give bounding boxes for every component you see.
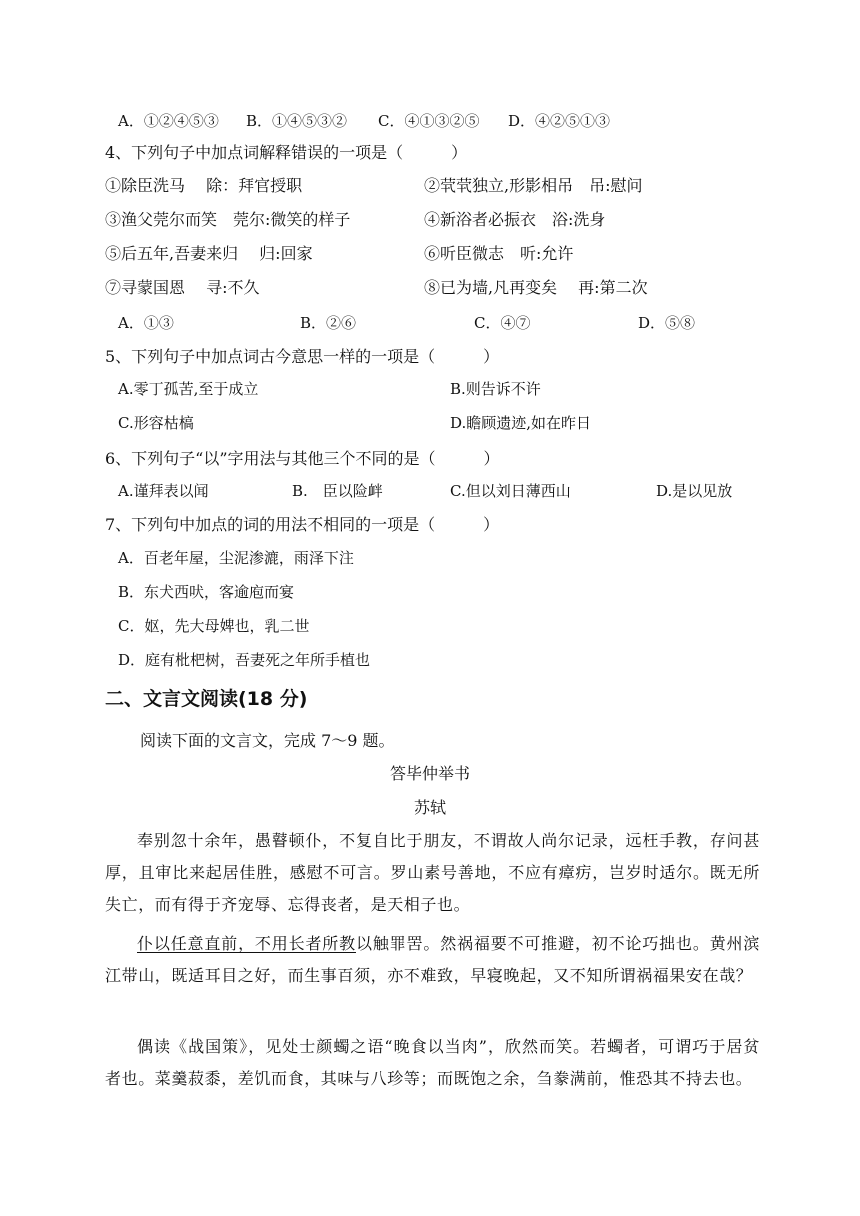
underlined-sentence: 仆以任意直前，不用长者所教: [137, 934, 356, 953]
q5-option-a: A.零丁孤苦,至于成立: [118, 380, 259, 398]
q3-option-c: C．④①③②⑤: [378, 112, 480, 130]
q6-stem: 6、下列句子“以”字用法与其他三个不同的是（ ）: [105, 449, 500, 468]
q4-item-8: ⑧已为墙,凡再变矣 再:第二次: [424, 278, 648, 297]
q4-item-4: ④新浴者必振衣 浴:洗身: [424, 210, 606, 229]
q5-option-b: B.则告诉不许: [450, 380, 541, 398]
q4-item-5: ⑤后五年,吾妻来归 归:回家: [105, 244, 313, 263]
q6-option-a: A.谨拜表以闻: [118, 482, 209, 500]
q7-option-d: D．庭有枇杷树，吾妻死之年所手植也: [118, 651, 371, 669]
paragraph-2-rest: 以触罪罟。然祸福要不可推避，初不论巧拙也。黄州滨江带山，既适耳目之好，而生事百须，亦不难致，早寝晚起，又不知所谓祸福果安在哉？: [105, 934, 760, 985]
passage-paragraph-2: [105, 928, 760, 992]
q7-stem: 7、下列句中加点的词的用法不相同的一项是（ ）: [105, 515, 500, 534]
section-heading: 二、文言文阅读(18 分): [105, 688, 308, 710]
q4-item-3: ③渔父莞尔而笑 莞尔:微笑的样子: [105, 210, 351, 229]
q4-option-c: C．④⑦: [474, 314, 531, 332]
q3-option-b: B．①④⑤③②: [246, 112, 348, 130]
q4-item-1: ①除臣洗马 除：拜官授职: [105, 176, 303, 195]
q4-stem: 4、下列句子中加点词解释错误的一项是（ ）: [105, 143, 468, 162]
q4-item-2: ②茕茕独立,形影相吊 吊:慰问: [424, 176, 643, 195]
q4-option-d: D．⑤⑧: [638, 314, 696, 332]
q7-option-c: C．妪，先大母婢也，乳二世: [118, 617, 310, 635]
q4-item-7: ⑦寻蒙国恩 寻:不久: [105, 278, 260, 297]
q3-option-a: A．①②④⑤③: [118, 112, 219, 130]
q7-option-a: A．百老年屋，尘泥渗漉，雨泽下注: [118, 549, 354, 567]
passage-paragraph-1: 奉别忽十余年，愚瞽顿仆，不复自比于朋友，不谓故人尚尔记录，远枉手教，存问甚厚，且审比来起居佳胜，感慰不可言。罗山素号善地，不应有瘴疠，岂岁时适尔。既无所失亡，而有得于齐宠辱、忘得丧者，是天相子也。: [105, 831, 760, 914]
q6-option-c: C.但以刘日薄西山: [450, 482, 571, 500]
q4-option-a: A．①③: [118, 314, 174, 332]
q4-option-b: B．②⑥: [300, 314, 357, 332]
passage-title: 答毕仲举书: [389, 764, 470, 783]
q4-item-6: ⑥听臣微志 听:允许: [424, 244, 574, 263]
q7-option-b: B．东犬西吠，客逾庖而宴: [118, 583, 295, 601]
q5-option-c: C.形容枯槁: [118, 414, 194, 432]
q6-option-d: D.是以见放: [656, 482, 733, 500]
section-instruction: 阅读下面的文言文，完成 7～9 题。: [140, 731, 395, 750]
q5-stem: 5、下列句子中加点词古今意思一样的一项是（ ）: [105, 347, 500, 366]
q6-option-b: B. 臣以险衅: [292, 482, 383, 500]
q3-option-d: D．④②⑤①③: [508, 112, 611, 130]
q5-option-d: D.瞻顾遗迹,如在昨日: [450, 414, 592, 432]
passage-paragraph-3: 偶读《战国策》，见处士颜蠋之语“晚食以当肉”，欣然而笑。若蠋者，可谓巧于居贫者也。菜羹菽黍，差饥而食，其味与八珍等；而既饱之余，刍豢满前，惟恐其不持去也。: [105, 1037, 760, 1088]
passage-author: 苏轼: [413, 798, 446, 817]
